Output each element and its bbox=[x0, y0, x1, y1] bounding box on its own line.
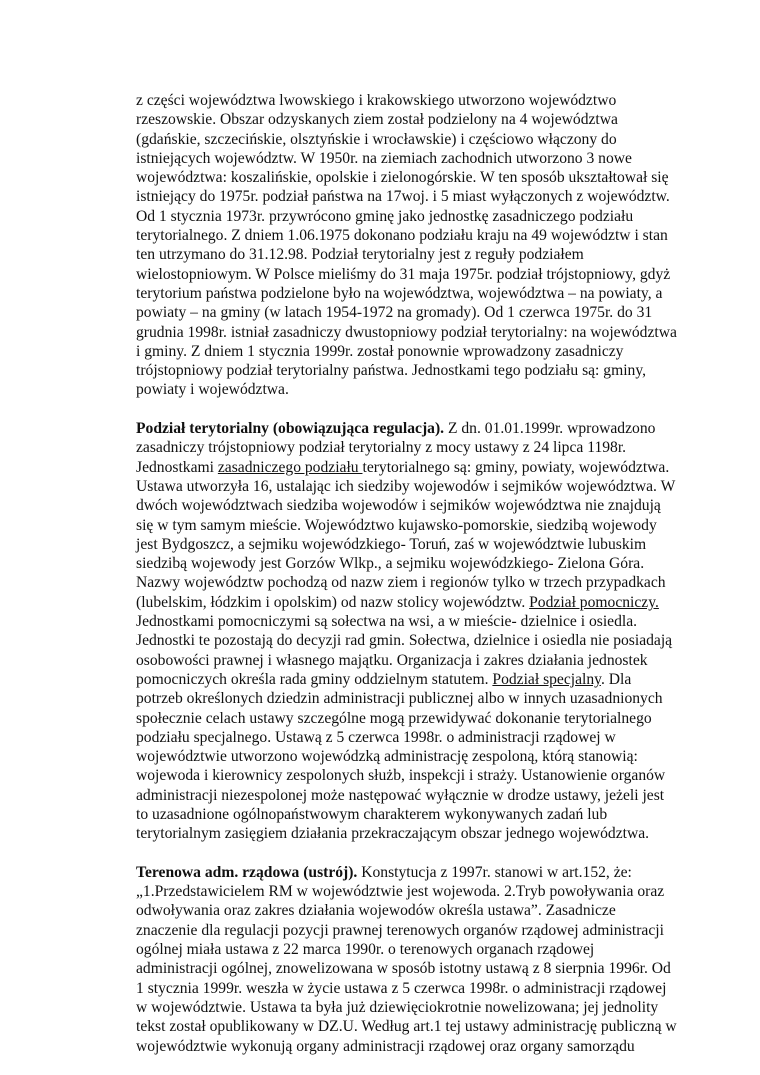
text-line: województwie utworzono wojewódzką administrację zespoloną, którą stanowią: bbox=[136, 748, 638, 766]
underlined-term: Podział pomocniczy. bbox=[529, 593, 659, 611]
text-line: ten utrzymano do 31.12.98. Podział terytorialny jest z reguły podziałem bbox=[136, 246, 584, 264]
text-line: trójstopniowy podział terytorialny państwa. Jednostkami tego podziału są: gminy, bbox=[136, 362, 647, 380]
text-line: społecznie celach ustawy szczególne mogą przewidywać dokonanie terytorialnego bbox=[136, 709, 652, 727]
text-line: i gminy. Z dniem 1 stycznia 1999r. został ponownie wprowadzony zasadniczy bbox=[136, 342, 624, 360]
text-line: Jednostkami pomocniczymi są sołectwa na wsi, a w mieście- dzielnice i osiedla. bbox=[136, 613, 638, 631]
text-line: potrzeb określonych dziedzin administracji publicznej albo w innych uzasadnionych bbox=[136, 690, 663, 708]
text-line: to uzasadnione ogólnopaństwowym charakterem wykonywanych zadań lub bbox=[136, 805, 608, 823]
text-line: grudnia 1998r. istniał zasadniczy dwustopniowy podział terytorialny: na województwa bbox=[136, 323, 677, 341]
text-line: administracji niezespolonej może następować wyłącznie w drodze ustawy, jeżeli jest bbox=[136, 786, 665, 804]
text-line: województwa: koszalińskie, opolskie i zielonogórskie. W ten sposób ukształtował się bbox=[136, 169, 669, 187]
text-line: ogólnej miała ustawa z 22 marca 1990r. o terenowych organach rządowej bbox=[136, 941, 595, 959]
document-page bbox=[136, 91, 677, 1056]
text-line: zasadniczy trójstopniowy podział terytorialny z mocy ustawy z 24 lipca 1198r. bbox=[136, 439, 627, 457]
text-line: osobowości prawnej i własnego majątku. Organizacja i zakres działania jednostek bbox=[136, 651, 648, 669]
text-line: siedzibą wojewody jest Gorzów Wlkp., a sejmiku wojewódzkiego- Zielona Góra. bbox=[136, 555, 645, 573]
text-line: (lubelskim, łódzkim i opolskim) od nazw stolicy województw. Podział pomocniczy. bbox=[136, 593, 659, 611]
text-line: terytorium państwa podzielone było na województwa, województwa – na powiaty, a bbox=[136, 284, 663, 302]
text-line: rzeszowskie. Obszar odzyskanych ziem został podzielony na 4 województwa bbox=[136, 111, 618, 129]
text-line: Jednostki te pozostają do decyzji rad gmin. Sołectwa, dzielnice i osiedla nie posiadają bbox=[136, 632, 673, 650]
text-line: Nazwy województw pochodzą od nazw ziem i regionów tylko w trzech przypadkach bbox=[136, 574, 666, 592]
text-line: dwóch województwach siedziba wojewodów i sejmików województwa nie znajdują bbox=[136, 497, 661, 515]
text-line: z części województwa lwowskiego i krakowskiego utworzono województwo bbox=[136, 92, 617, 109]
text-line: wojewoda i kierownicy zespolonych służb, inspekcji i straży. Ustanowienie organów bbox=[136, 767, 666, 785]
text-line: podziału specjalnego. Ustawą z 5 czerwca 1998r. o administracji rządowej w bbox=[136, 728, 616, 746]
text-line: wielostopniowym. W Polsce mieliśmy do 31 maja 1975r. podział trójstopniowy, gdyż bbox=[136, 265, 671, 283]
paragraph-history bbox=[136, 91, 677, 400]
text-line: Terenowa adm. rządowa (ustrój). Konstytucja z 1997r. stanowi w art.152, że: bbox=[136, 863, 632, 881]
text-line: Od 1 stycznia 1973r. przywrócono gminę jako jednostkę zasadniczego podziału bbox=[136, 207, 634, 225]
text-line: w województwie. Ustawa ta była już dziewięciokrotnie nowelizowana; jej jednolity bbox=[136, 998, 659, 1016]
text-line: województwie wykonują organy administracji rządowej oraz organy samorządu bbox=[136, 1037, 635, 1055]
text-line: znaczenie dla regulacji pozycji prawnej terenowych organów rządowej administracji bbox=[136, 921, 664, 939]
text-line: tekst został opublikowany w DZ.U. Według art.1 tej ustawy administrację publiczną w bbox=[136, 1018, 677, 1036]
underlined-term: zasadniczego podziału bbox=[217, 458, 363, 476]
text-line: istniejących województw. W 1950r. na ziemiach zachodnich utworzono 3 nowe bbox=[136, 149, 632, 167]
paragraph-gap bbox=[136, 844, 656, 863]
text-line: odwoływania oraz zakres działania wojewodów określa ustawa”. Zasadnicze bbox=[136, 902, 616, 920]
paragraph-government-administration bbox=[136, 863, 677, 1056]
text-line: pomocniczych określa rada gminy oddzielnym statutem. Podział specjalny. Dla bbox=[136, 670, 632, 688]
text-line: Jednostkami zasadniczego podziału terytorialnego są: gminy, powiaty, województwa. bbox=[136, 458, 670, 476]
text-line: „1.Przedstawicielem RM w województwie jest wojewoda. 2.Tryb powoływania oraz bbox=[136, 883, 665, 901]
text-line: (gdańskie, szczecińskie, olsztyńskie i wrocławskie) i częściowo włączony do bbox=[136, 130, 617, 148]
section-heading: Terenowa adm. rządowa (ustrój). bbox=[136, 863, 358, 881]
paragraph-gap bbox=[136, 400, 656, 419]
text-line: terytorialnym zasięgiem działania przekraczającym obszar jednego województwa. bbox=[136, 825, 650, 843]
text-line: terytorialnego. Z dniem 1.06.1975 dokonano podziału kraju na 49 województw i stan bbox=[136, 227, 668, 245]
paragraph-territorial-division bbox=[136, 419, 676, 844]
text-line: jest Bydgoszcz, a sejmiku wojewódzkiego- Toruń, zaś w województwie lubuskim bbox=[136, 535, 647, 553]
text-line: się w tym samym mieście. Województwo kujawsko-pomorskie, siedzibą wojewody bbox=[136, 516, 657, 534]
text-line: powiaty i województwa. bbox=[136, 381, 289, 399]
underlined-term: Podział specjalny bbox=[492, 670, 601, 688]
section-heading: Podział terytorialny (obowiązująca regulacja). bbox=[136, 420, 445, 438]
text-line: powiaty – na gminy (w latach 1954-1972 na gromady). Od 1 czerwca 1975r. do 31 bbox=[136, 304, 653, 322]
text-line: 1 stycznia 1999r. weszła w życie ustawa z 5 czerwca 1998r. o administracji rządowej bbox=[136, 979, 667, 997]
text-line: administracji ogólnej, znowelizowana w sposób istotny ustawą z 8 sierpnia 1996r. Od bbox=[136, 960, 671, 978]
text-line: Podział terytorialny (obowiązująca regulacja). Z dn. 01.01.1999r. wprowadzono bbox=[136, 420, 656, 438]
text-line: Ustawa utworzyła 16, ustalając ich siedziby wojewodów i sejmików województwa. W bbox=[136, 477, 676, 495]
text-line: istniejący do 1975r. podział państwa na 17woj. i 5 miast wyłączonych z województw. bbox=[136, 188, 670, 206]
